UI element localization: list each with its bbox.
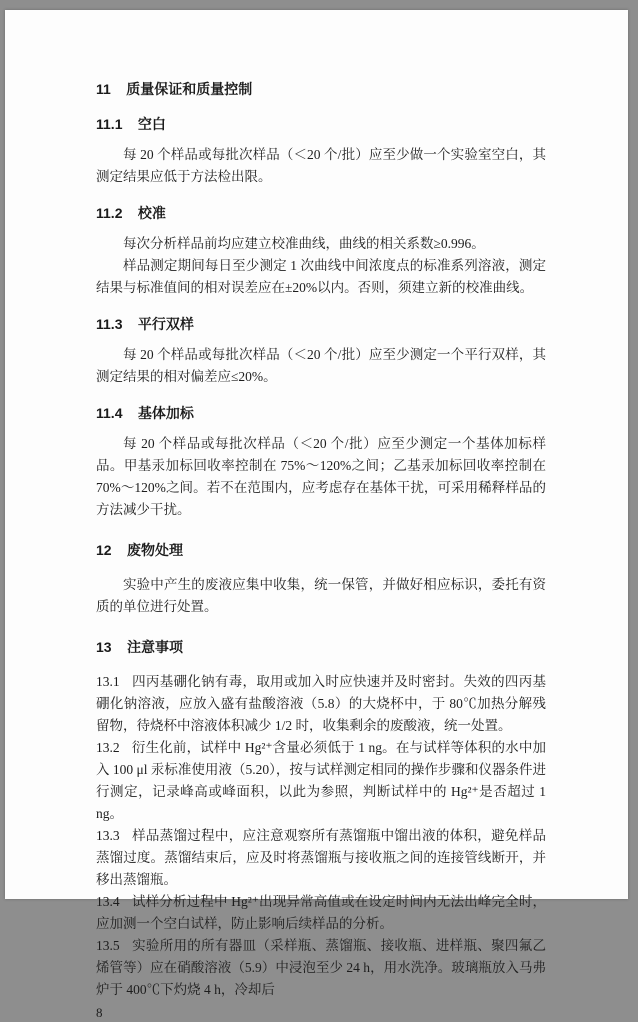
item-number: 13.4 xyxy=(96,894,120,909)
section-number: 11.2 xyxy=(96,205,123,221)
section-heading-11-1 xyxy=(96,115,546,134)
item-number: 13.3 xyxy=(96,828,120,843)
chapter-number: 13 xyxy=(96,639,112,655)
item-number: 13.1 xyxy=(96,674,120,689)
numbered-paragraph-13-2 xyxy=(96,737,546,825)
chapter-heading-13 xyxy=(96,638,546,657)
paragraph: 每 20 个样品或每批次样品（＜20 个/批）应至少做一个实验室空白，其测定结果应低于方法检出限。 xyxy=(96,147,546,184)
section-heading-11-2 xyxy=(96,204,546,223)
chapter-title: 注意事项 xyxy=(126,639,183,655)
section-title: 空白 xyxy=(137,116,166,132)
paragraph: 实验中产生的废液应集中收集，统一保管，并做好相应标识，委托有资质的单位进行处置。 xyxy=(96,577,546,614)
paragraph: 每 20 个样品或每批次样品（＜20 个/批）应至少测定一个平行双样，其测定结果的相对偏差应≤20%。 xyxy=(96,347,546,384)
section-heading-11-3 xyxy=(96,315,546,334)
page-number: 8 xyxy=(96,1005,103,1020)
section-number: 11.3 xyxy=(96,316,123,332)
chapter-heading-11 xyxy=(96,80,546,99)
item-number: 13.5 xyxy=(96,938,120,953)
page-content xyxy=(5,10,628,1022)
section-title: 校准 xyxy=(137,205,166,221)
item-number: 13.2 xyxy=(96,740,120,755)
item-text: 试样分析过程中 Hg²⁺出现异常高值或在设定时间内无法出峰完全时，应加测一个空白试样，防止影响后续样品的分析。 xyxy=(96,894,546,931)
section-heading-11-4 xyxy=(96,404,546,423)
section-number: 11.1 xyxy=(96,116,123,132)
item-text: 衍生化前，试样中 Hg²⁺含量必须低于 1 ng。在与试样等体积的水中加入 100 μl 汞标准使用液（5.20），按与试样测定相同的操作步骤和仪器条件进行测定，记录峰高或峰面积，以此为参照，判断试样中的 Hg²⁺是否超过 1 ng。 xyxy=(96,740,546,821)
section-number: 11.4 xyxy=(96,405,123,421)
item-text: 四丙基硼化钠有毒，取用或加入时应快速并及时密封。失效的四丙基硼化钠溶液，应放入盛有盐酸溶液（5.8）的大烧杯中，于 80℃加热分解残留物，待烧杯中溶液体积减少 1/2 时，收集剩余的废酸液，统一处置。 xyxy=(96,674,546,733)
item-text: 实验所用的所有器皿（采样瓶、蒸馏瓶、接收瓶、进样瓶、聚四氟乙烯管等）应在硝酸溶液（5.9）中浸泡至少 24 h，用水洗净。玻璃瓶放入马弗炉于 400℃下灼烧 4 h，冷却后 xyxy=(96,938,546,997)
chapter-number: 11 xyxy=(96,81,111,97)
section-title: 基体加标 xyxy=(137,405,194,421)
chapter-title: 质量保证和质量控制 xyxy=(126,81,253,97)
chapter-number: 12 xyxy=(96,542,112,558)
paragraph: 每次分析样品前均应建立校准曲线，曲线的相关系数≥0.996。 xyxy=(123,236,485,251)
paragraph: 每 20 个样品或每批次样品（＜20 个/批）应至少测定一个基体加标样品。甲基汞加标回收率控制在 75%～120%之间；乙基汞加标回收率控制在 70%～120%之间。若不在范围内，应考虑存在基体干扰，可采用稀释样品的方法减少干扰。 xyxy=(96,436,546,517)
numbered-paragraph-13-4 xyxy=(96,891,546,935)
section-title: 平行双样 xyxy=(137,316,194,332)
document-page xyxy=(5,10,628,1020)
paragraph: 样品测定期间每日至少测定 1 次曲线中间浓度点的标准系列溶液，测定结果与标准值间的相对误差应在±20%以内。否则，须建立新的校准曲线。 xyxy=(96,258,546,295)
item-text: 样品蒸馏过程中，应注意观察所有蒸馏瓶中馏出液的体积，避免样品蒸馏过度。蒸馏结束后，应及时将蒸馏瓶与接收瓶之间的连接管线断开，并移出蒸馏瓶。 xyxy=(96,828,546,887)
chapter-title: 废物处理 xyxy=(126,542,183,558)
chapter-heading-12 xyxy=(96,541,546,560)
numbered-paragraph-13-3 xyxy=(96,825,546,891)
numbered-paragraph-13-5 xyxy=(96,935,546,1001)
numbered-paragraph-13-1 xyxy=(96,671,546,737)
